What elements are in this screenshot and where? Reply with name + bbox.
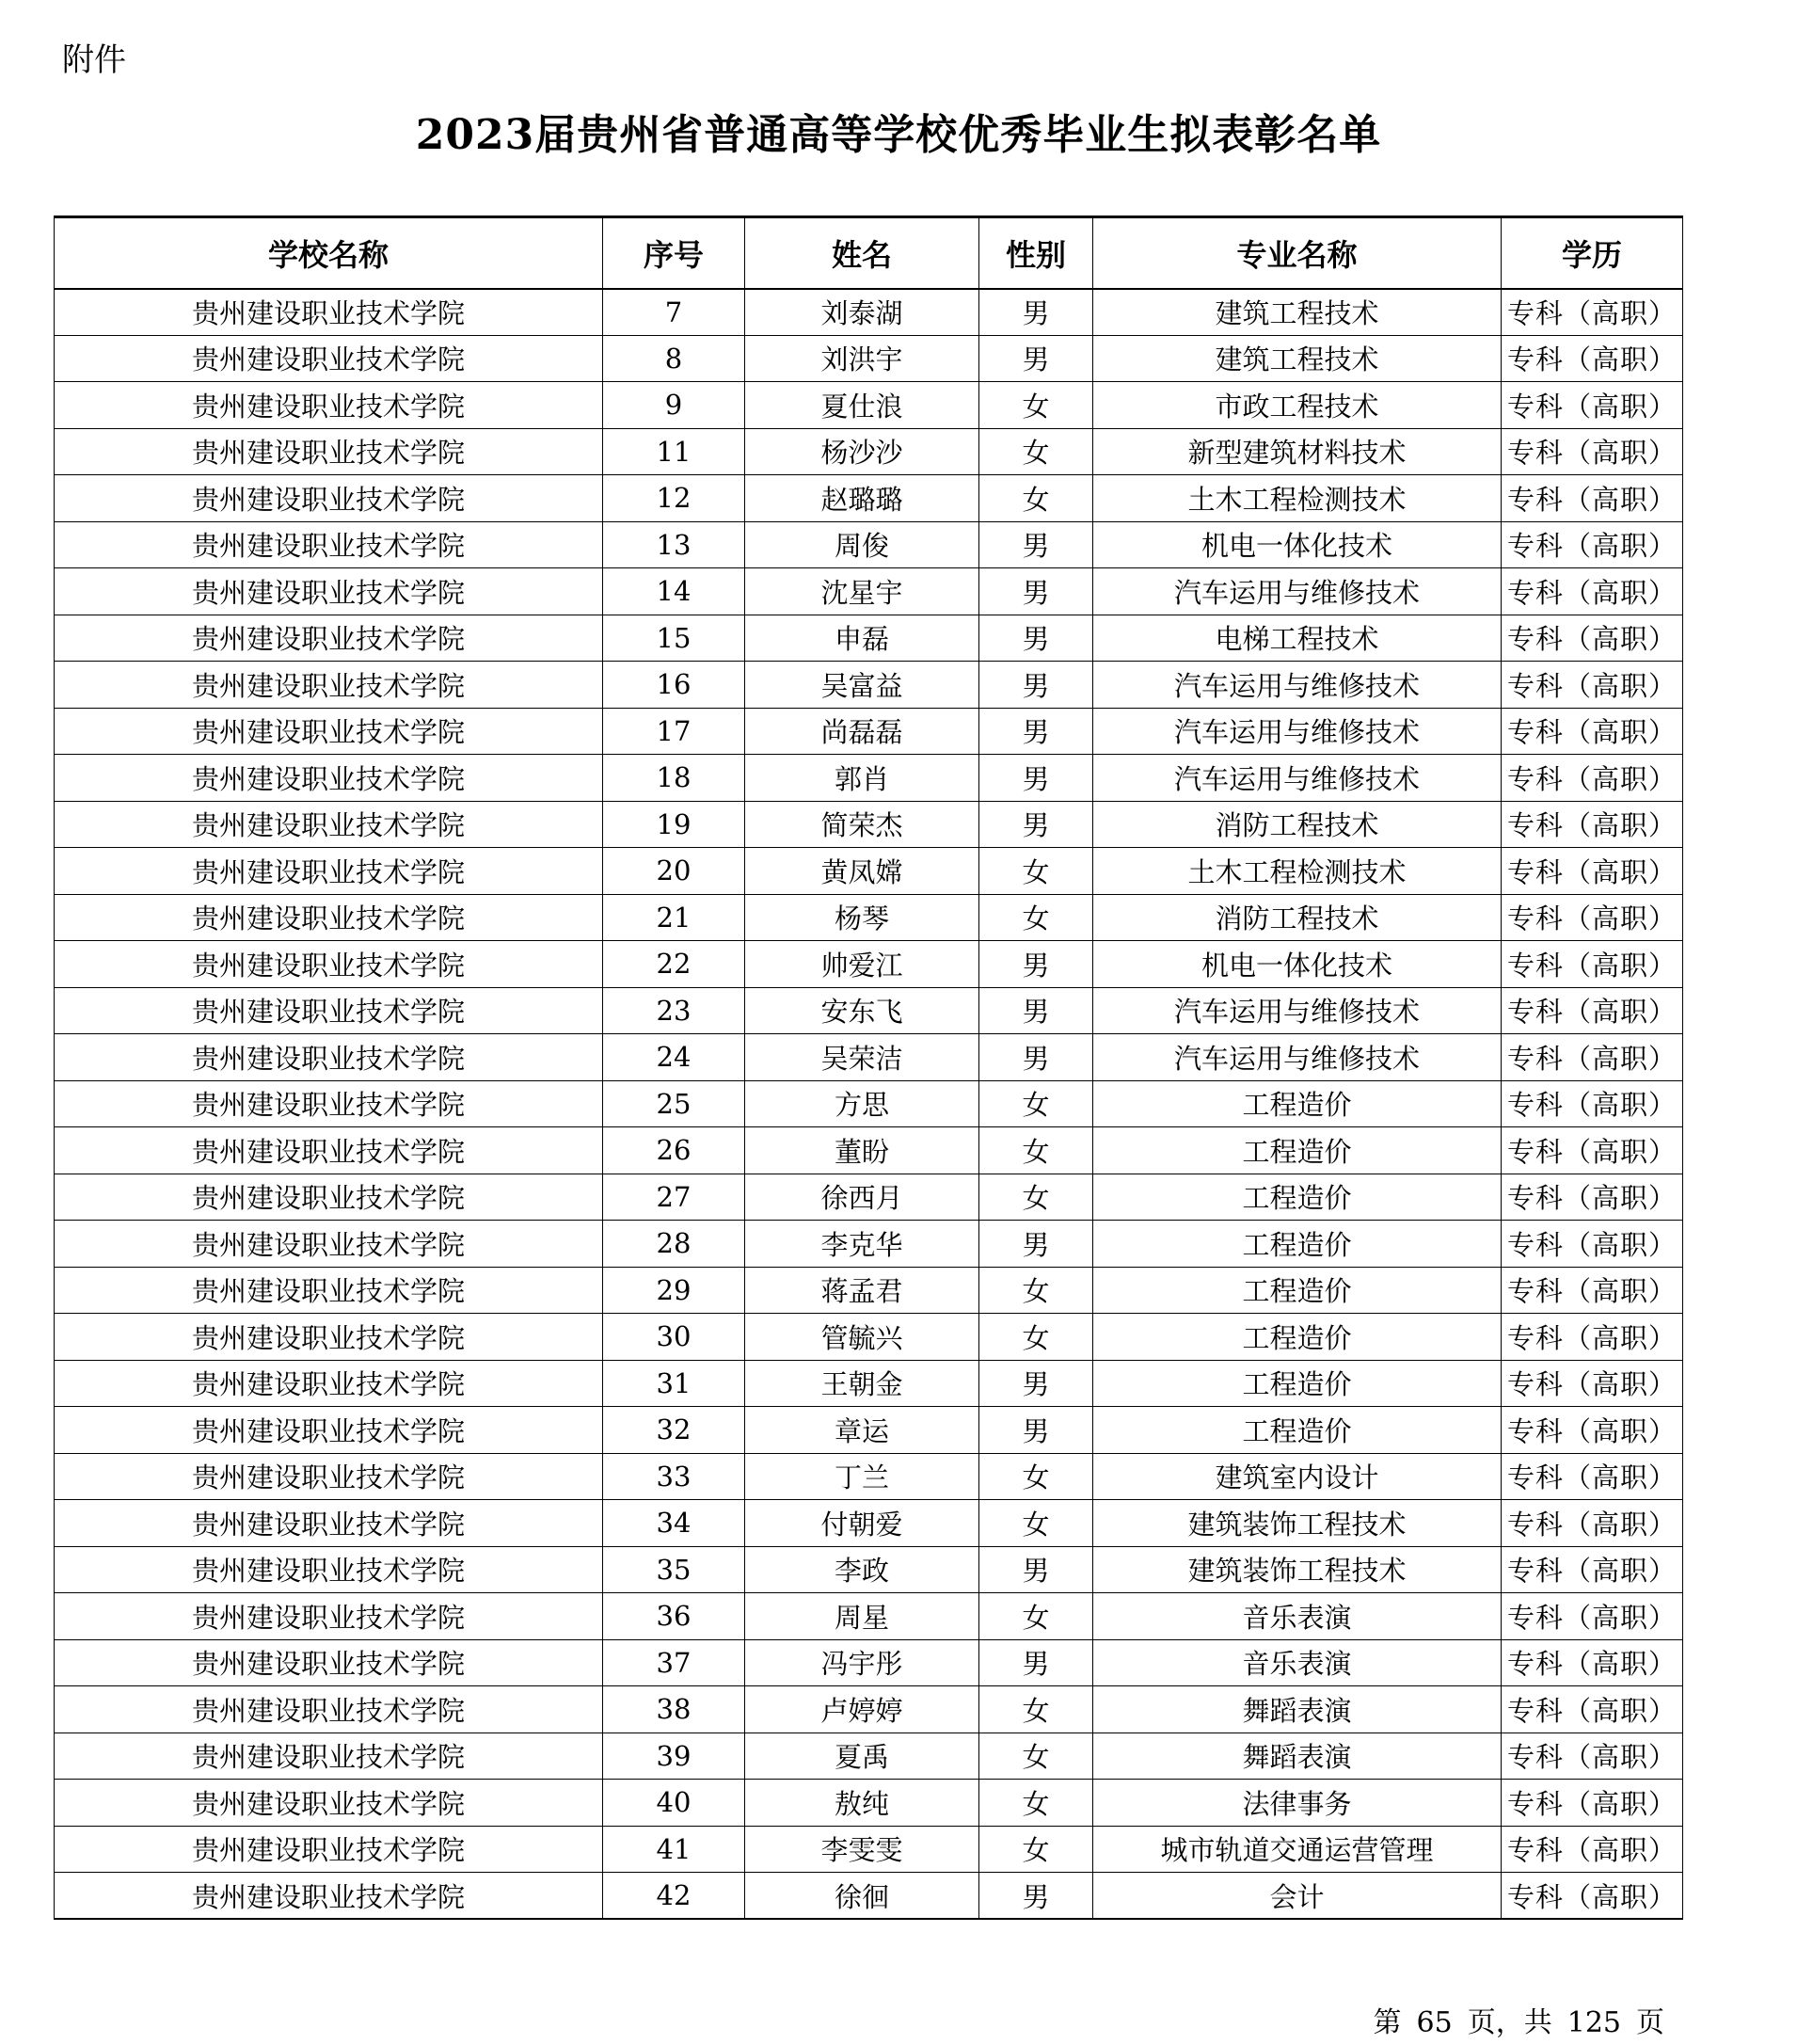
cell-education: 专科（高职） [1502,428,1683,475]
cell-major: 机电一体化技术 [1093,941,1502,988]
cell-name: 方思 [745,1080,979,1127]
cell-education: 专科（高职） [1502,1221,1683,1268]
cell-major: 工程造价 [1093,1127,1502,1174]
cell-name: 吴荣洁 [745,1034,979,1081]
cell-name: 刘洪宇 [745,335,979,382]
footer-suffix: 页 [1636,2006,1664,2039]
table-row [55,1360,1683,1407]
table-row [55,615,1683,662]
cell-education: 专科（高职） [1502,1733,1683,1780]
cell-school-name: 贵州建设职业技术学院 [55,1686,603,1733]
cell-school-name: 贵州建设职业技术学院 [55,1174,603,1221]
cell-education: 专科（高职） [1502,848,1683,895]
cell-major: 土木工程检测技术 [1093,848,1502,895]
cell-major: 汽车运用与维修技术 [1093,987,1502,1034]
cell-serial-number: 28 [603,1221,745,1268]
cell-gender: 男 [979,941,1093,988]
cell-serial-number: 12 [603,475,745,522]
cell-name: 董盼 [745,1127,979,1174]
cell-major: 工程造价 [1093,1080,1502,1127]
footer-prefix: 第 [1373,2006,1402,2039]
cell-serial-number: 26 [603,1127,745,1174]
cell-school-name: 贵州建设职业技术学院 [55,475,603,522]
cell-serial-number: 16 [603,662,745,709]
header-education: 学历 [1502,217,1683,289]
cell-major: 建筑工程技术 [1093,289,1502,336]
cell-name: 尚磊磊 [745,708,979,755]
cell-school-name: 贵州建设职业技术学院 [55,708,603,755]
cell-serial-number: 40 [603,1780,745,1827]
cell-school-name: 贵州建设职业技术学院 [55,1500,603,1547]
cell-serial-number: 29 [603,1267,745,1314]
table-row [55,708,1683,755]
cell-gender: 女 [979,382,1093,429]
cell-name: 安东飞 [745,987,979,1034]
cell-serial-number: 23 [603,987,745,1034]
cell-gender: 女 [979,1826,1093,1873]
table-body [55,289,1683,1920]
attachment-label: 附件 [62,41,126,79]
cell-school-name: 贵州建设职业技术学院 [55,335,603,382]
cell-serial-number: 21 [603,894,745,941]
cell-name: 李克华 [745,1221,979,1268]
cell-school-name: 贵州建设职业技术学院 [55,987,603,1034]
cell-gender: 女 [979,1453,1093,1500]
cell-major: 新型建筑材料技术 [1093,428,1502,475]
table-row [55,1407,1683,1454]
cell-education: 专科（高职） [1502,987,1683,1034]
cell-school-name: 贵州建设职业技术学院 [55,1221,603,1268]
cell-gender: 男 [979,1221,1093,1268]
cell-name: 简荣杰 [745,801,979,848]
cell-gender: 女 [979,1500,1093,1547]
cell-school-name: 贵州建设职业技术学院 [55,1780,603,1827]
footer-page-number: 65 [1416,2006,1453,2039]
cell-education: 专科（高职） [1502,941,1683,988]
cell-education: 专科（高职） [1502,1453,1683,1500]
table-row [55,662,1683,709]
cell-serial-number: 17 [603,708,745,755]
cell-major: 音乐表演 [1093,1593,1502,1640]
table-row [55,1639,1683,1686]
table-row [55,894,1683,941]
table-row [55,1127,1683,1174]
table-row [55,289,1683,336]
cell-school-name: 贵州建设职业技术学院 [55,289,603,336]
cell-gender: 女 [979,1686,1093,1733]
cell-serial-number: 22 [603,941,745,988]
cell-serial-number: 38 [603,1686,745,1733]
cell-education: 专科（高职） [1502,1593,1683,1640]
cell-education: 专科（高职） [1502,755,1683,802]
cell-gender: 男 [979,987,1093,1034]
cell-school-name: 贵州建设职业技术学院 [55,662,603,709]
cell-major: 工程造价 [1093,1267,1502,1314]
cell-education: 专科（高职） [1502,475,1683,522]
table-row [55,801,1683,848]
cell-major: 工程造价 [1093,1314,1502,1361]
cell-gender: 女 [979,1593,1093,1640]
cell-gender: 男 [979,1873,1093,1920]
cell-serial-number: 25 [603,1080,745,1127]
cell-school-name: 贵州建设职业技术学院 [55,1733,603,1780]
table-row [55,335,1683,382]
cell-name: 李政 [745,1546,979,1593]
cell-name: 卢婷婷 [745,1686,979,1733]
cell-serial-number: 37 [603,1639,745,1686]
cell-gender: 男 [979,289,1093,336]
table-row [55,1593,1683,1640]
header-name: 姓名 [745,217,979,289]
cell-name: 冯宇彤 [745,1639,979,1686]
table-row [55,1546,1683,1593]
cell-school-name: 贵州建设职业技术学院 [55,894,603,941]
cell-school-name: 贵州建设职业技术学院 [55,382,603,429]
cell-education: 专科（高职） [1502,289,1683,336]
table-row [55,1780,1683,1827]
cell-education: 专科（高职） [1502,662,1683,709]
cell-name: 赵璐璐 [745,475,979,522]
cell-education: 专科（高职） [1502,1080,1683,1127]
cell-name: 王朝金 [745,1360,979,1407]
cell-major: 汽车运用与维修技术 [1093,708,1502,755]
cell-gender: 女 [979,894,1093,941]
header-school-name: 学校名称 [55,217,603,289]
table-row [55,1314,1683,1361]
cell-school-name: 贵州建设职业技术学院 [55,1593,603,1640]
cell-gender: 男 [979,568,1093,615]
cell-education: 专科（高职） [1502,1873,1683,1920]
cell-school-name: 贵州建设职业技术学院 [55,755,603,802]
table-row [55,1221,1683,1268]
cell-serial-number: 33 [603,1453,745,1500]
cell-name: 夏仕浪 [745,382,979,429]
cell-name: 章运 [745,1407,979,1454]
cell-gender: 男 [979,1546,1093,1593]
cell-gender: 女 [979,1174,1093,1221]
cell-school-name: 贵州建设职业技术学院 [55,1267,603,1314]
cell-serial-number: 36 [603,1593,745,1640]
table-row [55,1733,1683,1780]
cell-major: 机电一体化技术 [1093,521,1502,568]
cell-serial-number: 34 [603,1500,745,1547]
cell-gender: 男 [979,662,1093,709]
table-row [55,428,1683,475]
cell-serial-number: 11 [603,428,745,475]
cell-serial-number: 41 [603,1826,745,1873]
document-title: 2023届贵州省普通高等学校优秀毕业生拟表彰名单 [415,111,1382,159]
cell-school-name: 贵州建设职业技术学院 [55,1873,603,1920]
cell-gender: 男 [979,708,1093,755]
cell-name: 蒋孟君 [745,1267,979,1314]
cell-serial-number: 20 [603,848,745,895]
cell-major: 汽车运用与维修技术 [1093,568,1502,615]
cell-major: 舞蹈表演 [1093,1686,1502,1733]
cell-serial-number: 18 [603,755,745,802]
cell-school-name: 贵州建设职业技术学院 [55,428,603,475]
cell-school-name: 贵州建设职业技术学院 [55,615,603,662]
cell-serial-number: 31 [603,1360,745,1407]
cell-serial-number: 30 [603,1314,745,1361]
honor-list-table [54,216,1683,1920]
table-row [55,1686,1683,1733]
cell-education: 专科（高职） [1502,1267,1683,1314]
cell-education: 专科（高职） [1502,894,1683,941]
table-row [55,1080,1683,1127]
cell-major: 音乐表演 [1093,1639,1502,1686]
cell-name: 徐西月 [745,1174,979,1221]
cell-major: 市政工程技术 [1093,382,1502,429]
cell-name: 付朝爱 [745,1500,979,1547]
cell-school-name: 贵州建设职业技术学院 [55,521,603,568]
cell-serial-number: 19 [603,801,745,848]
cell-gender: 男 [979,335,1093,382]
cell-gender: 女 [979,428,1093,475]
table-row [55,1453,1683,1500]
table-row [55,1267,1683,1314]
cell-education: 专科（高职） [1502,1500,1683,1547]
cell-name: 丁兰 [745,1453,979,1500]
cell-education: 专科（高职） [1502,1034,1683,1081]
cell-school-name: 贵州建设职业技术学院 [55,1080,603,1127]
cell-education: 专科（高职） [1502,1686,1683,1733]
cell-serial-number: 15 [603,615,745,662]
cell-school-name: 贵州建设职业技术学院 [55,1453,603,1500]
table-row [55,755,1683,802]
cell-name: 杨沙沙 [745,428,979,475]
header-serial-number: 序号 [603,217,745,289]
cell-education: 专科（高职） [1502,1780,1683,1827]
cell-gender: 女 [979,1267,1093,1314]
cell-school-name: 贵州建设职业技术学院 [55,1360,603,1407]
cell-gender: 女 [979,475,1093,522]
cell-education: 专科（高职） [1502,1639,1683,1686]
cell-gender: 女 [979,1733,1093,1780]
cell-serial-number: 9 [603,382,745,429]
cell-school-name: 贵州建设职业技术学院 [55,1826,603,1873]
cell-education: 专科（高职） [1502,615,1683,662]
table-row [55,848,1683,895]
cell-serial-number: 42 [603,1873,745,1920]
table-row [55,987,1683,1034]
cell-name: 申磊 [745,615,979,662]
table-row [55,1826,1683,1873]
cell-name: 沈星宇 [745,568,979,615]
cell-gender: 男 [979,755,1093,802]
cell-major: 建筑工程技术 [1093,335,1502,382]
cell-name: 徐徊 [745,1873,979,1920]
cell-name: 郭肖 [745,755,979,802]
cell-education: 专科（高职） [1502,382,1683,429]
cell-major: 建筑装饰工程技术 [1093,1500,1502,1547]
cell-name: 周俊 [745,521,979,568]
cell-school-name: 贵州建设职业技术学院 [55,801,603,848]
cell-gender: 女 [979,1080,1093,1127]
cell-gender: 女 [979,1780,1093,1827]
cell-school-name: 贵州建设职业技术学院 [55,568,603,615]
cell-name: 周星 [745,1593,979,1640]
cell-major: 汽车运用与维修技术 [1093,662,1502,709]
table-row [55,1873,1683,1920]
table-row [55,1500,1683,1547]
cell-major: 建筑室内设计 [1093,1453,1502,1500]
cell-serial-number: 35 [603,1546,745,1593]
cell-major: 汽车运用与维修技术 [1093,755,1502,802]
cell-education: 专科（高职） [1502,1174,1683,1221]
cell-major: 消防工程技术 [1093,801,1502,848]
cell-school-name: 贵州建设职业技术学院 [55,941,603,988]
page-footer [1366,2003,1672,2044]
cell-serial-number: 39 [603,1733,745,1780]
cell-education: 专科（高职） [1502,1826,1683,1873]
cell-major: 汽车运用与维修技术 [1093,1034,1502,1081]
table-row [55,521,1683,568]
cell-gender: 女 [979,1314,1093,1361]
cell-school-name: 贵州建设职业技术学院 [55,1127,603,1174]
footer-middle: 页，共 [1467,2006,1552,2039]
cell-gender: 男 [979,1034,1093,1081]
cell-serial-number: 32 [603,1407,745,1454]
cell-education: 专科（高职） [1502,335,1683,382]
cell-name: 刘泰湖 [745,289,979,336]
cell-serial-number: 8 [603,335,745,382]
cell-major: 城市轨道交通运营管理 [1093,1826,1502,1873]
cell-major: 工程造价 [1093,1221,1502,1268]
table-row [55,941,1683,988]
footer-total-pages: 125 [1566,2006,1621,2039]
cell-education: 专科（高职） [1502,568,1683,615]
cell-gender: 女 [979,848,1093,895]
header-major: 专业名称 [1093,217,1502,289]
cell-gender: 男 [979,521,1093,568]
header-gender: 性别 [979,217,1093,289]
cell-serial-number: 13 [603,521,745,568]
cell-serial-number: 14 [603,568,745,615]
cell-name: 管毓兴 [745,1314,979,1361]
cell-school-name: 贵州建设职业技术学院 [55,1314,603,1361]
cell-major: 土木工程检测技术 [1093,475,1502,522]
cell-name: 夏禹 [745,1733,979,1780]
table-row [55,382,1683,429]
cell-gender: 女 [979,1127,1093,1174]
cell-name: 帅爱江 [745,941,979,988]
table-row [55,1174,1683,1221]
cell-major: 工程造价 [1093,1360,1502,1407]
cell-school-name: 贵州建设职业技术学院 [55,1034,603,1081]
cell-major: 舞蹈表演 [1093,1733,1502,1780]
cell-name: 吴富益 [745,662,979,709]
cell-education: 专科（高职） [1502,1360,1683,1407]
cell-gender: 男 [979,1360,1093,1407]
cell-school-name: 贵州建设职业技术学院 [55,1407,603,1454]
cell-name: 黄凤嫦 [745,848,979,895]
cell-major: 会计 [1093,1873,1502,1920]
cell-gender: 男 [979,1639,1093,1686]
cell-serial-number: 24 [603,1034,745,1081]
cell-school-name: 贵州建设职业技术学院 [55,848,603,895]
cell-education: 专科（高职） [1502,1407,1683,1454]
table-row [55,475,1683,522]
cell-education: 专科（高职） [1502,1314,1683,1361]
cell-school-name: 贵州建设职业技术学院 [55,1546,603,1593]
cell-education: 专科（高职） [1502,521,1683,568]
cell-major: 工程造价 [1093,1174,1502,1221]
cell-major: 电梯工程技术 [1093,615,1502,662]
table-header-row [55,217,1683,289]
cell-name: 杨琴 [745,894,979,941]
cell-education: 专科（高职） [1502,708,1683,755]
table-row [55,568,1683,615]
table-row [55,1034,1683,1081]
cell-major: 消防工程技术 [1093,894,1502,941]
cell-name: 李雯雯 [745,1826,979,1873]
cell-gender: 男 [979,801,1093,848]
cell-gender: 男 [979,615,1093,662]
cell-serial-number: 7 [603,289,745,336]
cell-serial-number: 27 [603,1174,745,1221]
cell-major: 建筑装饰工程技术 [1093,1546,1502,1593]
cell-education: 专科（高职） [1502,1127,1683,1174]
cell-school-name: 贵州建设职业技术学院 [55,1639,603,1686]
cell-name: 敖纯 [745,1780,979,1827]
cell-major: 法律事务 [1093,1780,1502,1827]
cell-gender: 男 [979,1407,1093,1454]
cell-education: 专科（高职） [1502,1546,1683,1593]
cell-education: 专科（高职） [1502,801,1683,848]
cell-major: 工程造价 [1093,1407,1502,1454]
